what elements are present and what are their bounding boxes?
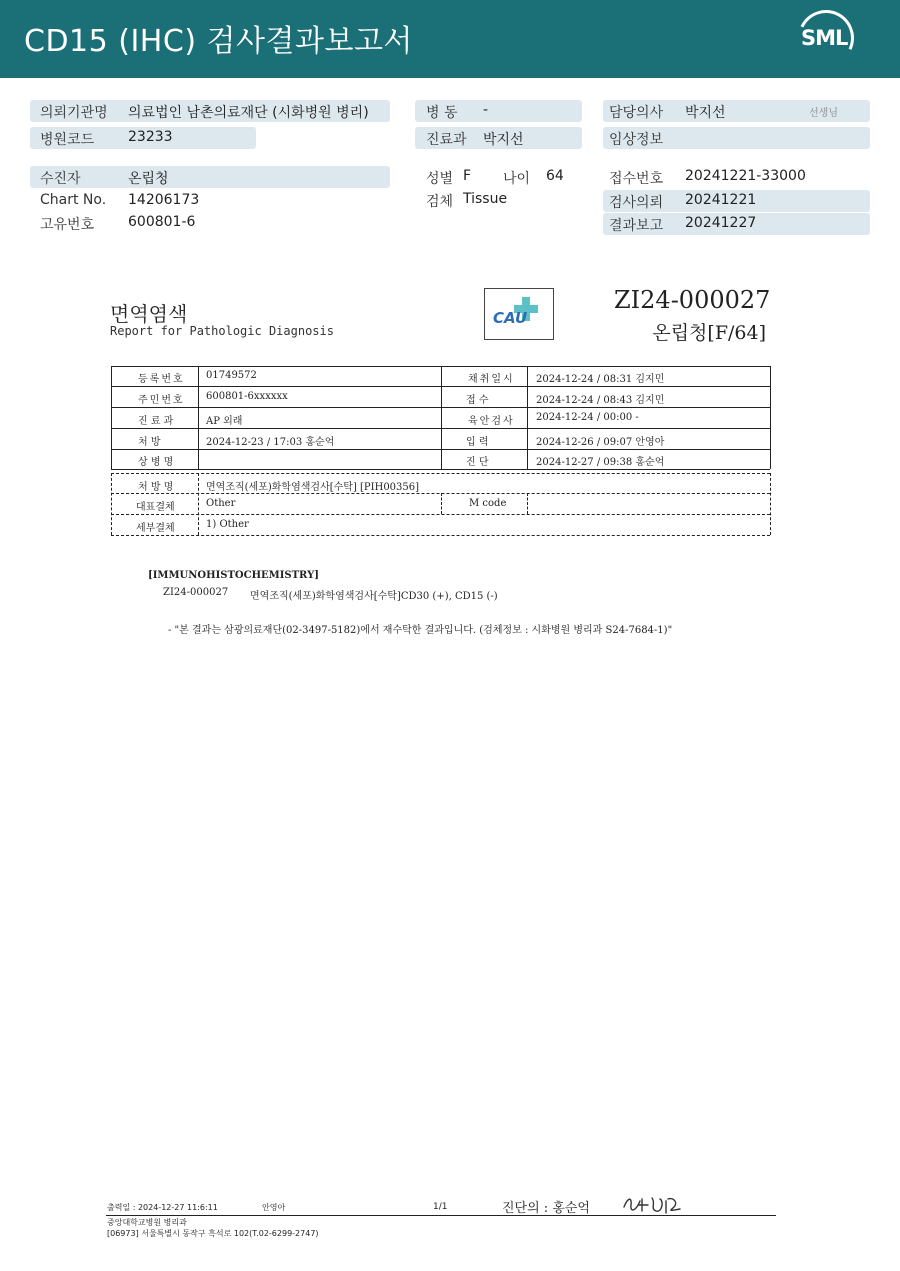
case-number: ZI24-000027 [614,286,771,314]
ward-label: 병 동 [426,105,458,121]
footer-page: 1/1 [433,1202,448,1212]
clinical-info-label: 임상정보 [609,132,664,148]
ward-field [415,100,582,122]
report-date-label: 결과보고 [609,218,664,234]
institution-value: 의료법인 남촌의료재단 (시화병원 병리) [128,105,369,121]
row-value-gross: 2024-12-24 / 00:00 - [536,412,639,423]
row-label-reg-no: 등록번호 [138,374,185,385]
footer-printed: 출력일 : 2024-12-27 11:6:11 [107,1203,218,1212]
row-value-input: 2024-12-26 / 09:07 안영아 [536,437,665,448]
row-value-rrn: 600801-6xxxxxx [206,391,288,402]
footer-printed-by: 안영아 [262,1203,286,1212]
order-name-label: 처 방 명 [138,482,174,493]
row-label-collection: 채취일시 [468,374,515,385]
row-value-reg-no: 01749572 [206,370,257,381]
patient-value: 온립청 [128,171,169,187]
hospital-code-value: 23233 [128,129,173,145]
hospital-code-field [30,127,256,149]
footer-divider [106,1215,776,1216]
specimen-label: 검체 [426,194,454,210]
doctor-suffix: 선생님 [809,108,838,119]
rep-result-label: 대표결체 [136,502,175,513]
row-label-receipt: 접 수 [466,395,489,406]
chart-no-field [30,190,390,212]
row-label-input: 입 력 [466,437,489,448]
row-value-order: 2024-12-23 / 17:03 홍순억 [206,437,335,448]
page-title: CD15 (IHC) 검사결과보고서 [24,24,413,59]
detail-result-value: 1) Other [206,519,249,530]
report-title: 면역염색 [110,302,188,326]
detail-result-label: 세부결체 [136,523,175,534]
order-name-value: 면역조직(세포)화학염색검사[수탁] [PIH00356] [206,482,420,493]
report-header [0,0,900,78]
sex-age-field [415,166,585,188]
logo-text: SML [801,26,848,50]
row-label-rrn: 주민번호 [138,395,185,406]
request-date-field [603,190,870,212]
cau-logo [484,288,554,340]
patient-label: 수진자 [40,171,81,187]
age-label: 나이 [503,171,531,187]
footer-hospital: 중앙대학교병원 병리과 [107,1218,187,1227]
patient-line: 온립청[F/64] [652,322,766,344]
specimen-value: Tissue [463,191,508,207]
row-label-diagnosis: 진 단 [466,457,489,468]
ihc-note: - "본 결과는 삼광의료재단(02-3497-5182)에서 재수탁한 결과입니다. (검체정보 : 시화병원 병리과 S24-7684-1)" [168,625,673,636]
clinical-info-field [603,127,870,149]
specimen-field [415,189,585,211]
ihc-result: 면역조직(세포)화학염색검사[수탁]CD30 (+), CD15 (-) [250,591,498,602]
patient-field [30,166,390,188]
department-field [415,127,582,149]
signature-icon [622,1193,682,1215]
unique-no-field [30,212,390,234]
receipt-no-value: 20241221-33000 [685,168,806,184]
row-label-gross: 육안검사 [468,416,515,427]
doctor-value: 박지선 [685,105,726,121]
chart-no-label: Chart No. [40,192,107,208]
department-label: 진료과 [426,132,467,148]
chart-no-value: 14206173 [128,192,200,208]
ihc-heading: [IMMUNOHISTOCHEMISTRY] [148,570,319,581]
request-date-value: 20241221 [685,192,757,208]
m-code-label: M code [469,498,507,509]
institution-field [30,100,390,122]
row-label-disease: 상 병 명 [138,457,174,468]
receipt-no-field [603,166,870,188]
row-value-dept: AP 외래 [206,416,243,427]
report-date-field [603,213,870,235]
hospital-code-label: 병원코드 [40,132,95,148]
request-date-label: 검사의뢰 [609,195,664,211]
row-label-order: 처 방 [138,437,161,448]
footer-diagnosis: 진단의 : 홍순억 [502,1201,590,1216]
ward-value: - [483,102,489,118]
age-value: 64 [546,168,564,184]
row-value-diagnosis: 2024-12-27 / 09:38 홍순억 [536,457,665,468]
institution-label: 의뢰기관명 [40,105,108,121]
doctor-field [603,100,870,122]
rep-result-value: Other [206,498,236,509]
cau-logo-text: CAU [493,309,528,327]
footer-address: [06973] 서울특별시 동작구 흑석로 102(T.02-6299-2747) [107,1229,319,1238]
unique-no-value: 600801-6 [128,214,196,230]
report-subtitle: Report for Pathologic Diagnosis [110,324,334,338]
receipt-no-label: 접수번호 [609,171,664,187]
unique-no-label: 고유번호 [40,217,95,233]
sex-label: 성별 [426,171,454,187]
sex-value: F [463,168,472,184]
report-date-value: 20241227 [685,215,757,231]
row-value-collection: 2024-12-24 / 08:31 김지민 [536,374,665,385]
department-value: 박지선 [483,132,524,148]
ihc-case-id: ZI24-000027 [163,587,229,598]
row-value-receipt: 2024-12-24 / 08:43 김지민 [536,395,665,406]
sml-logo [798,10,854,66]
doctor-label: 담당의사 [609,105,664,121]
row-label-dept: 진 료 과 [138,416,174,427]
